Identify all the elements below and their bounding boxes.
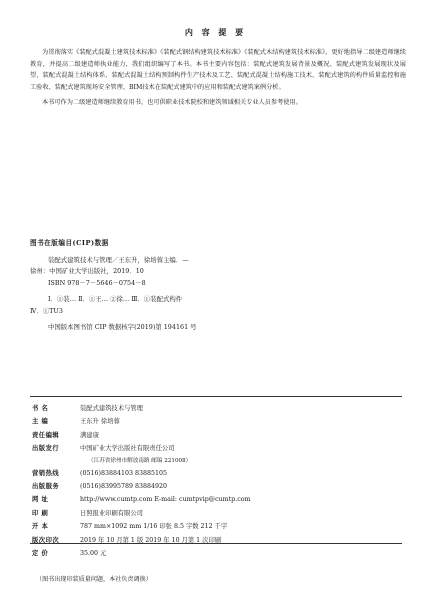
colophon-row-format [30, 520, 402, 533]
colophon-row-website [30, 493, 402, 506]
summary-heading: 内 容 提 要 [184, 27, 247, 37]
colophon [30, 402, 402, 560]
summary-paragraph: 为贯彻落实《装配式混凝土建筑技术标准》《装配式钢结构建筑技术标准》《装配式木结构建筑技术标准》，更好地指导二级建造师继续教育，并提高二级建造师执业能力，我们组织编写了本书。本书主要内容包括：装配式建筑发展背景及概况、装配式建筑发展现状及展望、装配式混凝土结构体系、装配式混凝土结构预制构件生产技术及工艺、装配式混凝土结构施工技术、装配式建筑的构件质量监控和施工验收、装配式建筑现场安全管理、BIM技术在装配式建筑中的应用和装配式建筑案例分析。 [30, 49, 406, 91]
colophon-label: 开 本 [32, 523, 49, 531]
quality-notice: （图书出现印装质量问题，本社负责调换） [36, 576, 152, 583]
cip-classification: Ⅳ．①TU3 [30, 306, 63, 315]
colophon-value: 王东升 徐培蓉 [80, 418, 120, 426]
colophon-label: 主 编 [32, 418, 49, 426]
colophon-row-price [30, 547, 402, 560]
colophon-row-editors [30, 415, 402, 428]
colophon-value: 日照报业印刷有限公司 [80, 509, 143, 517]
summary-text [30, 47, 406, 109]
colophon-label: 出版服务 [32, 482, 60, 490]
colophon-value: 装配式建筑技术与管理 [80, 405, 143, 412]
colophon-value: 787 mm×1092 mm 1/16 印张 8.5 字数 212 千字 [80, 523, 228, 531]
cip-title: 图书在版编目(CIP)数据 [30, 239, 109, 247]
colophon-row-title [30, 402, 402, 415]
cip-title-responsibility: 装配式建筑技术与管理／王东升，徐培蓉主编．— [48, 256, 189, 264]
cip-cataloging-number: 中国版本图书馆 CIP 数据核字(2019)第 194161 号 [48, 323, 197, 332]
cip-record [30, 255, 360, 333]
colophon-row-address [30, 456, 402, 467]
colophon-row-publisher [30, 442, 402, 455]
colophon-label: 网 址 [32, 496, 49, 504]
colophon-value: (0516)83884103 83885105 [80, 469, 168, 477]
colophon-value: 中国矿业大学出版社有限责任公司 [80, 445, 175, 453]
publisher-address: （江苏省徐州市解放南路 邮编 221008） [88, 457, 192, 464]
colophon-value: 35.00 元 [80, 549, 107, 557]
colophon-label: 营销热线 [32, 469, 60, 477]
summary-paragraph: 本书可作为二级建造师继续教育用书，也可供职业技术院校和建筑领域相关专业人员参考使用。 [42, 99, 302, 107]
cip-isbn: ISBN 978－7－5646－0754－8 [48, 278, 146, 287]
colophon-row-sales-hotline [30, 467, 402, 480]
colophon-label: 责任编辑 [32, 431, 60, 439]
colophon-value: http://www.cumtp.com E-mail: cumtpvip@cumtp.com [80, 496, 251, 504]
colophon-row-service-phone [30, 480, 402, 493]
colophon-label: 版次印次 [32, 536, 60, 544]
colophon-value: 2019 年 10 月第 1 版 2019 年 10 月第 1 次印刷 [80, 536, 222, 544]
colophon-label: 出版发行 [32, 445, 60, 453]
colophon-row-printer [30, 507, 402, 520]
colophon-value: (0516)83995789 83884920 [80, 482, 168, 490]
colophon-label: 定 价 [32, 549, 49, 557]
top-divider [30, 396, 402, 397]
colophon-label: 书 名 [32, 405, 49, 412]
colophon-row-edition [30, 534, 402, 547]
colophon-value: 满建康 [80, 431, 99, 439]
colophon-row-responsible-editor [30, 429, 402, 442]
bottom-divider [30, 543, 402, 544]
cip-publication-info: 徐州：中国矿业大学出版社，2019．10 [30, 267, 144, 276]
cip-subjects: Ⅰ．①装… Ⅱ．①王… ②徐… Ⅲ．①装配式构件 [48, 295, 183, 304]
colophon-label: 印 刷 [32, 509, 49, 517]
